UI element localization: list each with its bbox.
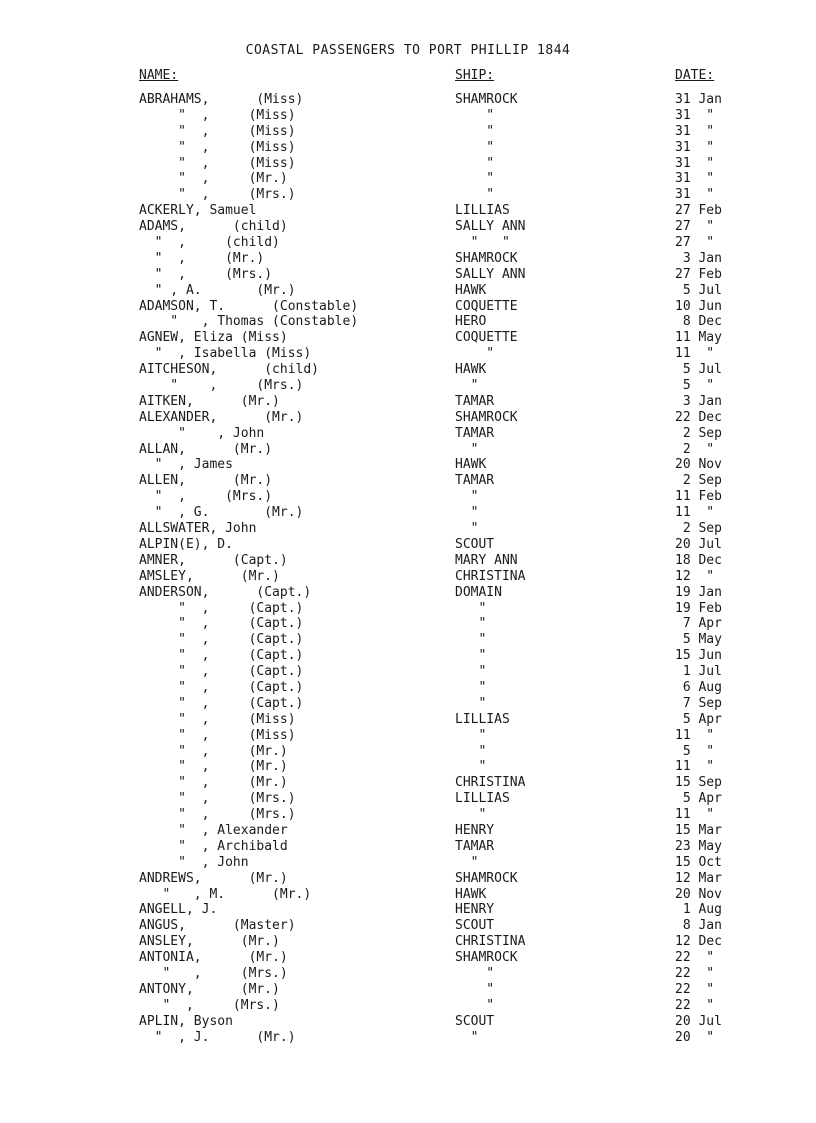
passenger-name: " , Alexander (139, 822, 288, 838)
ship-name: " (455, 616, 487, 632)
arrival-date: 31 " (675, 171, 715, 187)
ship-name: " (455, 981, 495, 997)
passenger-name: " , (Miss) (139, 711, 296, 727)
ship-name: " (455, 997, 495, 1013)
passenger-row (0, 410, 816, 426)
passenger-name: " , (Mrs.) (139, 489, 273, 505)
arrival-date: 5 Apr (675, 711, 722, 727)
passenger-row (0, 156, 816, 172)
passenger-row (0, 918, 816, 934)
ship-name: " (455, 727, 487, 743)
ship-name: HENRY (455, 822, 495, 838)
ship-name: " (455, 807, 487, 823)
passenger-row (0, 887, 816, 903)
arrival-date: 31 " (675, 187, 715, 203)
arrival-date: 11 " (675, 505, 715, 521)
ship-name: SHAMROCK (455, 950, 518, 966)
arrival-date: 7 Apr (675, 616, 722, 632)
passenger-row (0, 696, 816, 712)
passenger-name: " , (Mr.) (139, 759, 288, 775)
passenger-name: ANGUS, (Master) (139, 918, 296, 934)
passenger-row (0, 791, 816, 807)
passenger-name: ABRAHAMS, (Miss) (139, 92, 304, 107)
passenger-name: " , (Capt.) (139, 695, 304, 711)
passenger-row (0, 569, 816, 585)
arrival-date: 15 Jun (675, 648, 722, 664)
ship-name: HAWK (455, 457, 487, 473)
ship-name: " (455, 600, 487, 616)
arrival-date: 22 Dec (675, 409, 722, 425)
ship-name: DOMAIN (455, 584, 502, 600)
passenger-name: AITCHESON, (child) (139, 362, 320, 378)
ship-name: " (455, 107, 495, 123)
arrival-date: 6 Aug (675, 679, 722, 695)
ship-name: " (455, 679, 487, 695)
ship-name: SCOUT (455, 918, 495, 934)
arrival-date: 20 Jul (675, 1013, 722, 1029)
passenger-row (0, 553, 816, 569)
ship-name: TAMAR (455, 838, 495, 854)
ship-name: " (455, 695, 487, 711)
arrival-date: 5 " (675, 378, 715, 394)
passenger-name: " , (Capt.) (139, 664, 304, 680)
passenger-name: " , (Miss) (139, 123, 296, 139)
arrival-date: 31 Jan (675, 92, 722, 107)
passenger-name: " , (Miss) (139, 107, 296, 123)
passenger-name: ANDREWS, (Mr.) (139, 870, 288, 886)
passenger-row (0, 728, 816, 744)
passenger-name: " , J. (Mr.) (139, 1029, 296, 1045)
passenger-row (0, 982, 816, 998)
passenger-name: " , (Mr.) (139, 743, 288, 759)
arrival-date: 27 " (675, 219, 715, 235)
passenger-name: " , A. (Mr.) (139, 282, 296, 298)
arrival-date: 11 Feb (675, 489, 722, 505)
passenger-name: ANTONIA, (Mr.) (139, 950, 288, 966)
passenger-name: " , (Capt.) (139, 616, 304, 632)
passenger-name: APLIN, Byson (139, 1013, 233, 1029)
ship-name: SCOUT (455, 536, 495, 552)
passenger-row (0, 505, 816, 521)
passenger-row (0, 616, 816, 632)
passenger-row (0, 537, 816, 553)
ship-name: HAWK (455, 362, 487, 378)
passenger-name: " , (Mrs.) (139, 378, 304, 394)
passenger-name: " , (Mrs.) (139, 965, 288, 981)
passenger-row (0, 521, 816, 537)
passenger-row (0, 235, 816, 251)
arrival-date: 3 Jan (675, 250, 722, 266)
ship-name: HERO (455, 314, 487, 330)
arrival-date: 1 Aug (675, 902, 722, 918)
passenger-row (0, 855, 816, 871)
arrival-date: 12 " (675, 568, 715, 584)
passenger-name: " , M. (Mr.) (139, 886, 312, 902)
arrival-date: 7 Sep (675, 695, 722, 711)
passenger-row (0, 219, 816, 235)
passenger-row (0, 1030, 816, 1046)
arrival-date: 22 " (675, 981, 715, 997)
arrival-date: 31 " (675, 155, 715, 171)
passenger-name: ALLAN, (Mr.) (139, 441, 273, 457)
ship-name: " (455, 965, 495, 981)
arrival-date: 5 Apr (675, 791, 722, 807)
ship-name: SCOUT (455, 1013, 495, 1029)
passenger-row (0, 187, 816, 203)
passenger-row (0, 378, 816, 394)
arrival-date: 11 " (675, 807, 715, 823)
arrival-date: 10 Jun (675, 298, 722, 314)
ship-name: " (455, 664, 487, 680)
passenger-row (0, 442, 816, 458)
arrival-date: 8 Jan (675, 918, 722, 934)
arrival-date: 31 " (675, 123, 715, 139)
passenger-name: " , (Miss) (139, 727, 296, 743)
passenger-row (0, 457, 816, 473)
arrival-date: 5 Jul (675, 282, 722, 298)
passenger-name: " , (Capt.) (139, 648, 304, 664)
ship-name: " (455, 489, 479, 505)
ship-name: SHAMROCK (455, 250, 518, 266)
ship-name: " (455, 648, 487, 664)
passenger-name: AITKEN, (Mr.) (139, 393, 280, 409)
ship-name: HENRY (455, 902, 495, 918)
passenger-name: AMSLEY, (Mr.) (139, 568, 280, 584)
passenger-name: ANTONY, (Mr.) (139, 981, 280, 997)
passenger-name: " , Archibald (139, 838, 288, 854)
passenger-name: " , (Miss) (139, 155, 296, 171)
ship-name: " (455, 139, 495, 155)
ship-name: LILLIAS (455, 711, 510, 727)
passenger-row (0, 346, 816, 362)
passenger-name: " , (Mr.) (139, 775, 288, 791)
ship-name: " (455, 854, 479, 870)
arrival-date: 5 " (675, 743, 715, 759)
ship-name: " (455, 632, 487, 648)
passenger-row (0, 823, 816, 839)
ship-name: COQUETTE (455, 298, 518, 314)
arrival-date: 8 Dec (675, 314, 722, 330)
ship-name: " (455, 123, 495, 139)
arrival-date: 23 May (675, 838, 722, 854)
ship-name: TAMAR (455, 393, 495, 409)
passenger-row (0, 632, 816, 648)
passenger-row (0, 251, 816, 267)
passenger-name: " , (Mr.) (139, 250, 265, 266)
passenger-row (0, 648, 816, 664)
ship-name: SHAMROCK (455, 92, 518, 107)
passenger-name: " , (Miss) (139, 139, 296, 155)
passenger-row (0, 92, 816, 108)
arrival-date: 31 " (675, 139, 715, 155)
ship-name: " (455, 171, 495, 187)
ship-name: CHRISTINA (455, 568, 526, 584)
passenger-row (0, 1014, 816, 1030)
name-column-header: NAME: (139, 68, 179, 83)
ship-name: " " (455, 235, 510, 251)
arrival-date: 20 Nov (675, 886, 722, 902)
passenger-name: ANDERSON, (Capt.) (139, 584, 312, 600)
passenger-row (0, 759, 816, 775)
passenger-name: " , (Mrs.) (139, 187, 296, 203)
passenger-row (0, 426, 816, 442)
passenger-row (0, 124, 816, 140)
arrival-date: 2 Sep (675, 473, 722, 489)
passenger-row (0, 171, 816, 187)
ship-name: MARY ANN (455, 552, 518, 568)
ship-name: " (455, 187, 495, 203)
arrival-date: 2 Sep (675, 425, 722, 441)
passenger-name: " , Thomas (Constable) (139, 314, 359, 330)
ship-name: TAMAR (455, 473, 495, 489)
arrival-date: 2 Sep (675, 521, 722, 537)
page-title: COASTAL PASSENGERS TO PORT PHILLIP 1844 (245, 43, 571, 58)
passenger-name: " , John (139, 425, 265, 441)
passenger-name: " , (Mr.) (139, 171, 288, 187)
arrival-date: 12 Dec (675, 934, 722, 950)
arrival-date: 19 Jan (675, 584, 722, 600)
ship-name: TAMAR (455, 425, 495, 441)
ship-name: " (455, 1029, 479, 1045)
passenger-name: ANSLEY, (Mr.) (139, 934, 280, 950)
passenger-name: " , (Capt.) (139, 600, 304, 616)
passenger-name: " , (child) (139, 235, 280, 251)
arrival-date: 15 Sep (675, 775, 722, 791)
arrival-date: 5 May (675, 632, 722, 648)
ship-name: SALLY ANN (455, 219, 526, 235)
passenger-list (0, 92, 816, 1045)
ship-name: " (455, 743, 487, 759)
arrival-date: 18 Dec (675, 552, 722, 568)
arrival-date: 20 Jul (675, 536, 722, 552)
passenger-row (0, 680, 816, 696)
ship-name: COQUETTE (455, 330, 518, 346)
passenger-name: " , G. (Mr.) (139, 505, 304, 521)
passenger-name: ADAMS, (child) (139, 219, 288, 235)
passenger-row (0, 140, 816, 156)
ship-name: LILLIAS (455, 203, 510, 219)
ship-name: HAWK (455, 282, 487, 298)
arrival-date: 27 Feb (675, 203, 722, 219)
ship-name: " (455, 759, 487, 775)
passenger-name: " , (Mrs.) (139, 791, 296, 807)
ship-name: LILLIAS (455, 791, 510, 807)
passenger-name: ALEXANDER, (Mr.) (139, 409, 304, 425)
passenger-name: ADAMSON, T. (Constable) (139, 298, 359, 314)
passenger-name: " , (Capt.) (139, 679, 304, 695)
passenger-row (0, 871, 816, 887)
passenger-name: ALLSWATER, John (139, 521, 257, 537)
passenger-row (0, 489, 816, 505)
arrival-date: 3 Jan (675, 393, 722, 409)
arrival-date: 22 " (675, 965, 715, 981)
arrival-date: 19 Feb (675, 600, 722, 616)
ship-name: SHAMROCK (455, 870, 518, 886)
passenger-row (0, 839, 816, 855)
passenger-row (0, 108, 816, 124)
arrival-date: 22 " (675, 997, 715, 1013)
passenger-row (0, 394, 816, 410)
arrival-date: 11 " (675, 759, 715, 775)
arrival-date: 11 " (675, 346, 715, 362)
passenger-row (0, 902, 816, 918)
passenger-row (0, 283, 816, 299)
passenger-name: ALPIN(E), D. (139, 536, 233, 552)
arrival-date: 11 " (675, 727, 715, 743)
arrival-date: 20 " (675, 1029, 715, 1045)
passenger-row (0, 807, 816, 823)
ship-name: " (455, 521, 479, 537)
passenger-name: ALLEN, (Mr.) (139, 473, 273, 489)
ship-name: CHRISTINA (455, 934, 526, 950)
ship-name: " (455, 378, 479, 394)
arrival-date: 31 " (675, 107, 715, 123)
arrival-date: 11 May (675, 330, 722, 346)
passenger-row (0, 314, 816, 330)
passenger-row (0, 362, 816, 378)
passenger-name: " , Isabella (Miss) (139, 346, 312, 362)
arrival-date: 27 " (675, 235, 715, 251)
arrival-date: 20 Nov (675, 457, 722, 473)
arrival-date: 2 " (675, 441, 715, 457)
ship-name: " (455, 346, 495, 362)
arrival-date: 5 Jul (675, 362, 722, 378)
passenger-name: " , (Capt.) (139, 632, 304, 648)
ship-name: " (455, 155, 495, 171)
passenger-row (0, 203, 816, 219)
arrival-date: 15 Mar (675, 822, 722, 838)
arrival-date: 22 " (675, 950, 715, 966)
passenger-name: " , (Mrs.) (139, 807, 296, 823)
passenger-row (0, 934, 816, 950)
passenger-name: ACKERLY, Samuel (139, 203, 257, 219)
arrival-date: 27 Feb (675, 266, 722, 282)
passenger-name: " , (Mrs.) (139, 997, 280, 1013)
passenger-row (0, 473, 816, 489)
passenger-row (0, 585, 816, 601)
passenger-row (0, 712, 816, 728)
ship-name: HAWK (455, 886, 487, 902)
passenger-row (0, 330, 816, 346)
passenger-name: " , (Mrs.) (139, 266, 273, 282)
passenger-name: AGNEW, Eliza (Miss) (139, 330, 288, 346)
ship-name: " (455, 441, 479, 457)
passenger-row (0, 950, 816, 966)
passenger-name: AMNER, (Capt.) (139, 552, 288, 568)
passenger-row (0, 744, 816, 760)
arrival-date: 12 Mar (675, 870, 722, 886)
ship-name: CHRISTINA (455, 775, 526, 791)
ship-name: SALLY ANN (455, 266, 526, 282)
passenger-row (0, 299, 816, 315)
passenger-row (0, 601, 816, 617)
passenger-row (0, 998, 816, 1014)
passenger-row (0, 775, 816, 791)
date-column-header: DATE: (675, 68, 715, 83)
passenger-name: " , James (139, 457, 233, 473)
passenger-name: " , John (139, 854, 249, 870)
ship-name: " (455, 505, 479, 521)
arrival-date: 15 Oct (675, 854, 722, 870)
ship-name: SHAMROCK (455, 409, 518, 425)
passenger-row (0, 267, 816, 283)
passenger-row (0, 966, 816, 982)
passenger-row (0, 664, 816, 680)
arrival-date: 1 Jul (675, 664, 722, 680)
passenger-name: ANGELL, J. (139, 902, 218, 918)
ship-column-header: SHIP: (455, 68, 495, 83)
